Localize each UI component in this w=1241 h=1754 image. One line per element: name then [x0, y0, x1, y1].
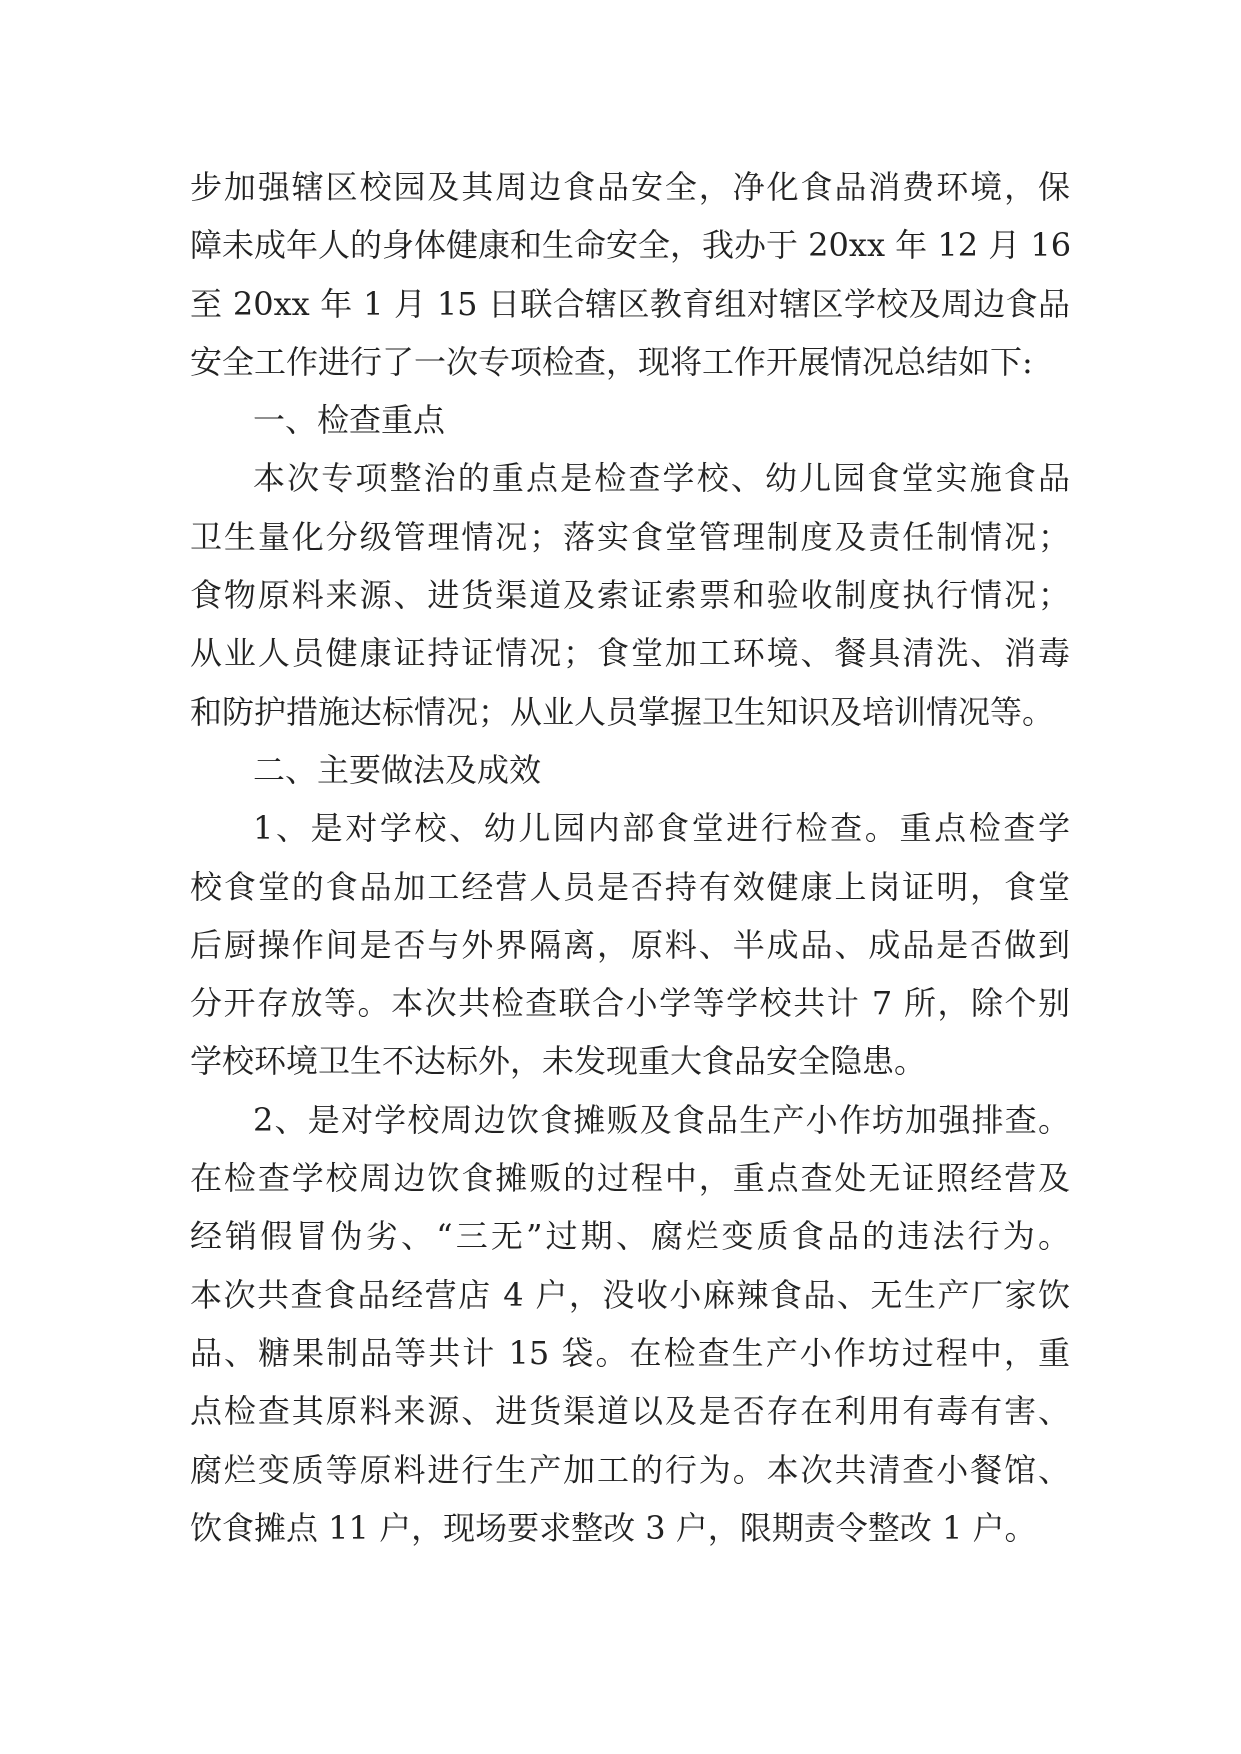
text-line: 在检查学校周边饮食摊贩的过程中，重点查处无证照经营及 [190, 1159, 1070, 1198]
text-line: 障未成年人的身体健康和生命安全，我办于 20xx 年 12 月 16 [190, 226, 1072, 265]
text-line: 饮食摊点 11 户，现场要求整改 3 户，限期责令整改 1 户。 [190, 1508, 1037, 1547]
text-line: 1、是对学校、幼儿园内部食堂进行检查。重点检查学 [253, 809, 1070, 848]
text-line: 分开存放等。本次共检查联合小学等学校共计 7 所，除个别 [190, 984, 1070, 1023]
text-line: 安全工作进行了一次专项检查，现将工作开展情况总结如下: [190, 342, 1033, 381]
text-line: 从业人员健康证持证情况；食堂加工环境、餐具清洗、消毒 [190, 634, 1070, 673]
text-line: 2、是对学校周边饮食摊贩及食品生产小作坊加强排查。 [253, 1100, 1070, 1139]
text-line: 经销假冒伪劣、“三无”过期、腐烂变质食品的违法行为。 [190, 1217, 1070, 1256]
text-line: 卫生量化分级管理情况；落实食堂管理制度及责任制情况； [190, 517, 1070, 556]
text-line: 至 20xx 年 1 月 15 日联合辖区教育组对辖区学校及周边食品 [190, 284, 1070, 323]
text-line: 本次专项整治的重点是检查学校、幼儿园食堂实施食品 [253, 459, 1070, 498]
text-line: 点检查其原料来源、进货渠道以及是否存在利用有毒有害、 [190, 1392, 1070, 1431]
text-line: 品、糖果制品等共计 15 袋。在检查生产小作坊过程中，重 [190, 1333, 1070, 1372]
text-line: 学校环境卫生不达标外，未发现重大食品安全隐患。 [190, 1042, 927, 1081]
text-line: 后厨操作间是否与外界隔离，原料、半成品、成品是否做到 [190, 925, 1070, 964]
text-line: 校食堂的食品加工经营人员是否持有效健康上岗证明，食堂 [190, 867, 1070, 906]
text-line: 步加强辖区校园及其周边食品安全，净化食品消费环境，保 [190, 168, 1070, 206]
text-line: 和防护措施达标情况；从业人员掌握卫生知识及培训情况等。 [190, 692, 1055, 731]
text-line: 腐烂变质等原料进行生产加工的行为。本次共清查小餐馆、 [190, 1450, 1070, 1489]
text-line: 食物原料来源、进货渠道及索证索票和验收制度执行情况； [190, 576, 1070, 615]
text-line: 本次共查食品经营店 4 户，没收小麻辣食品、无生产厂家饮 [190, 1275, 1070, 1314]
body-text [190, 158, 1070, 1557]
section-heading: 二、主要做法及成效 [253, 750, 542, 789]
section-heading: 一、检查重点 [253, 401, 446, 440]
